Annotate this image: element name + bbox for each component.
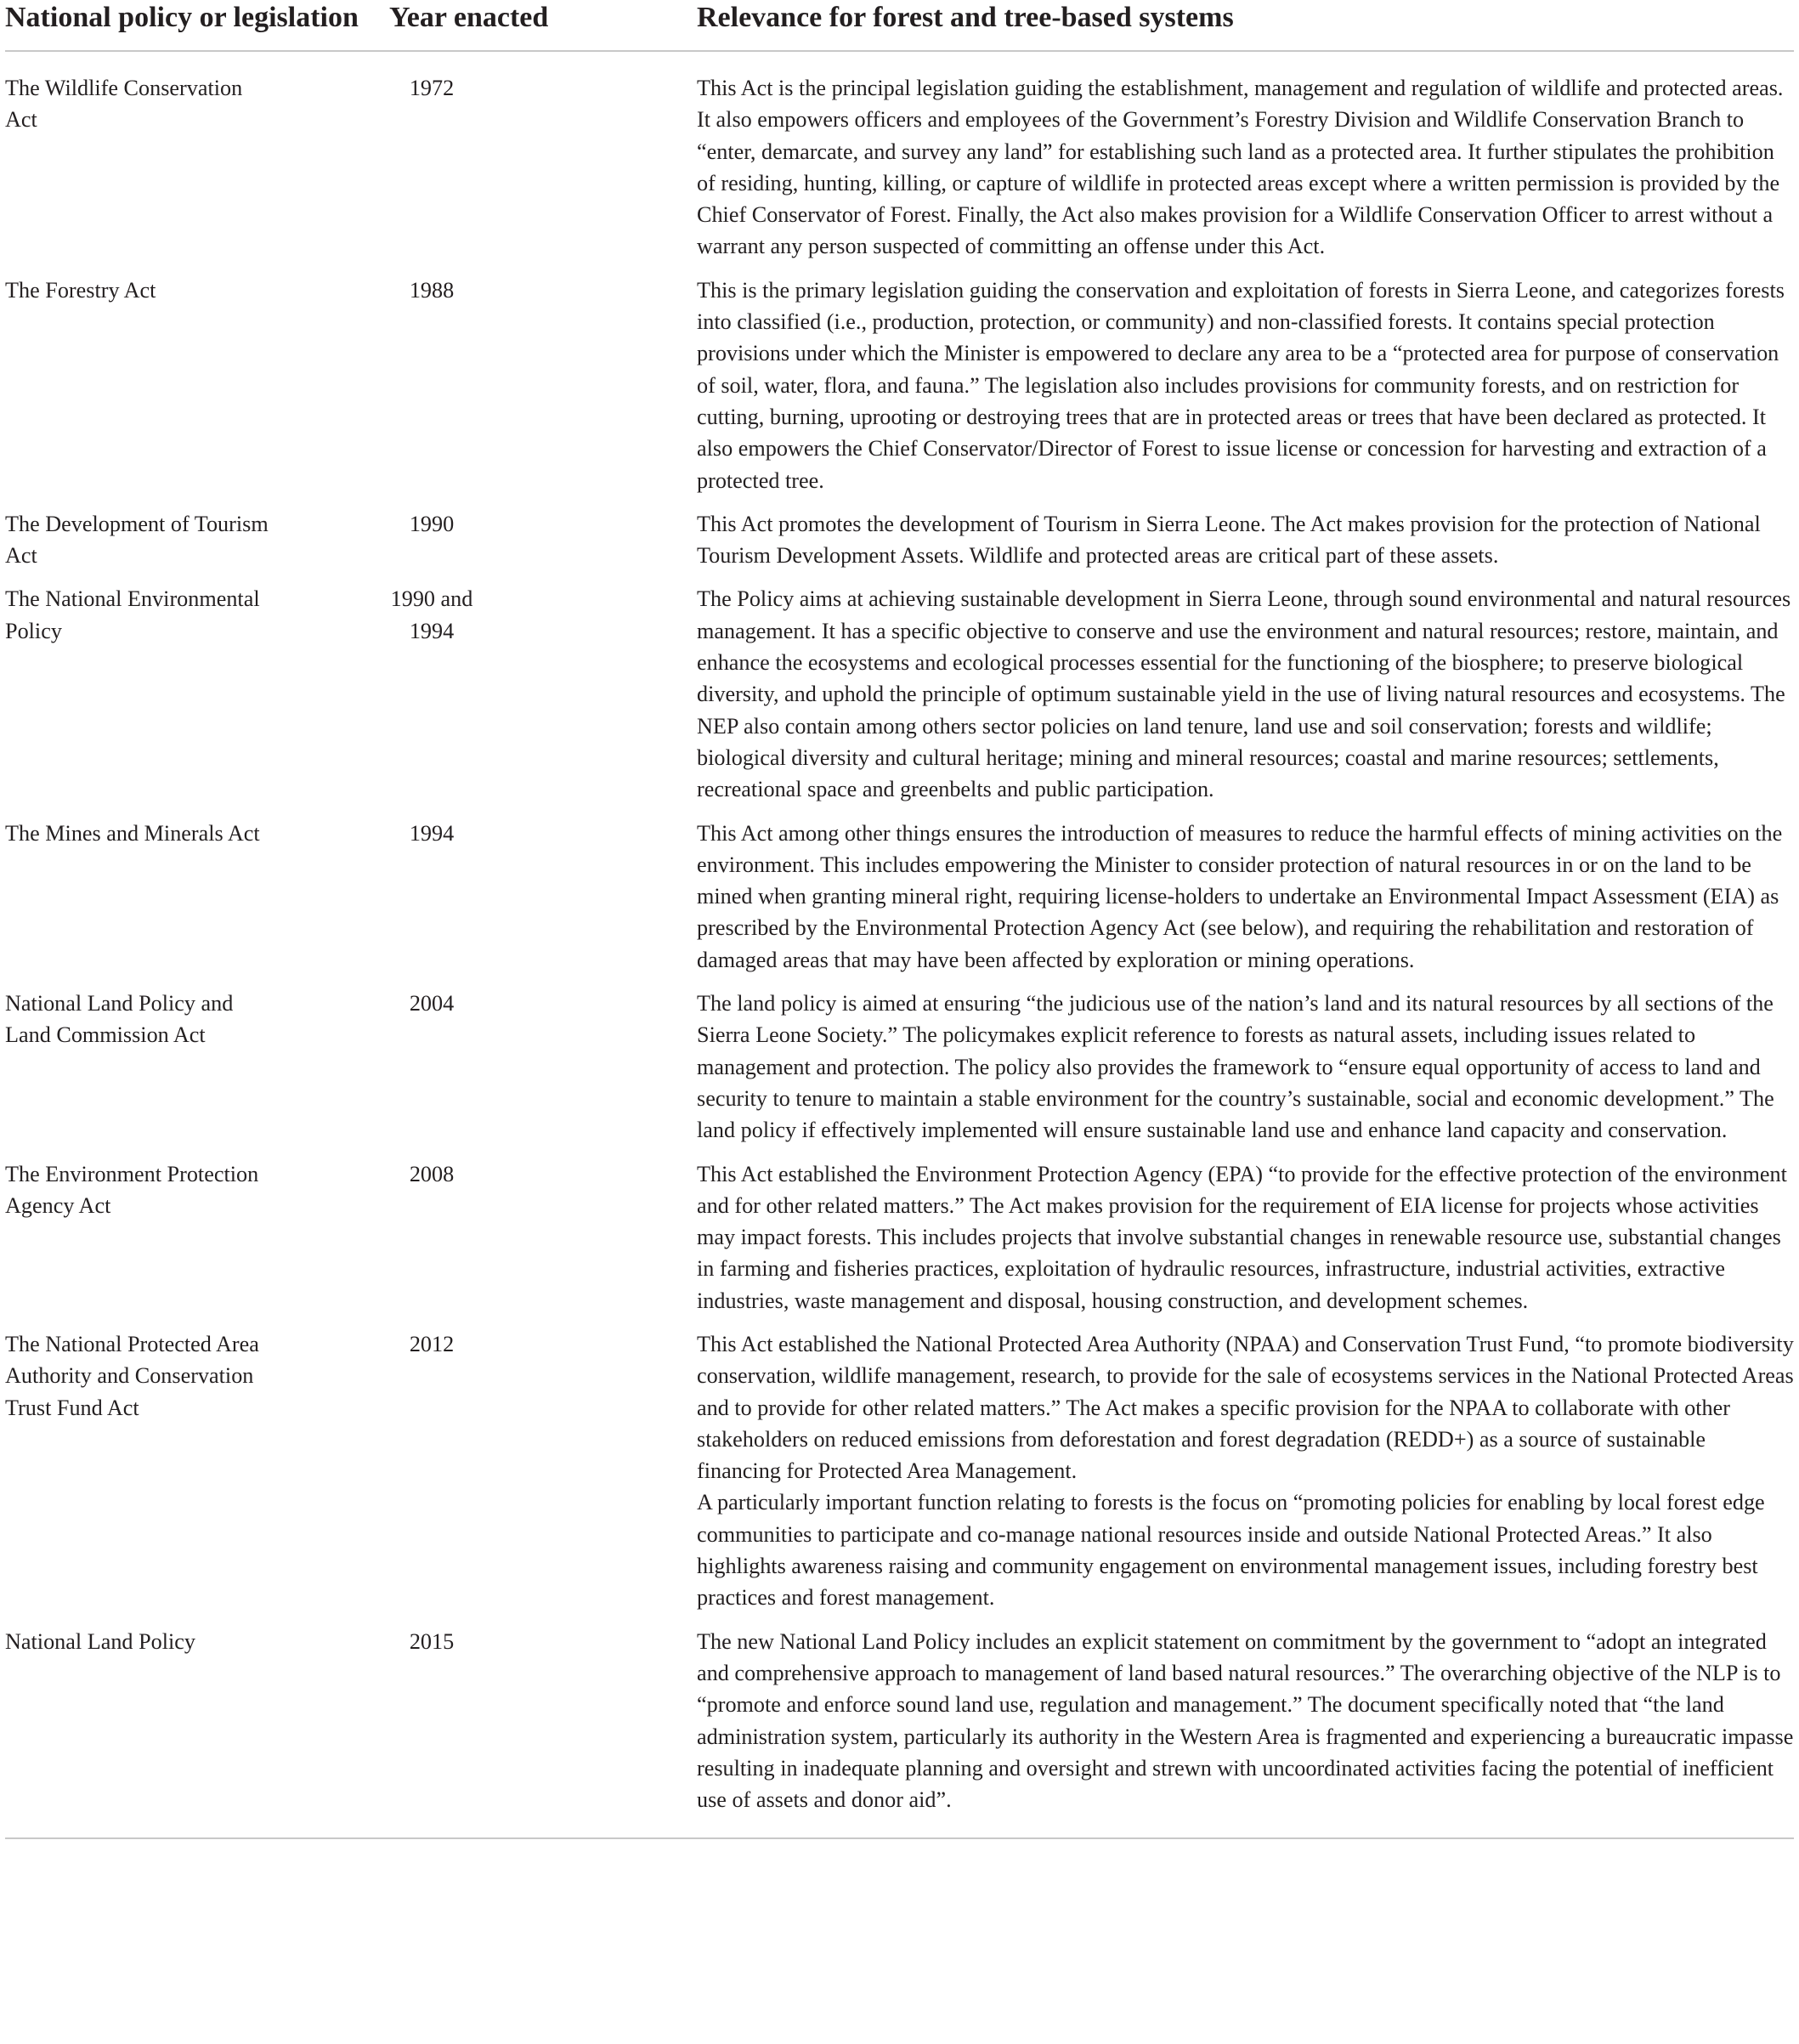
table-body: [5, 51, 1794, 1838]
year-enacted: 1972: [409, 76, 455, 100]
year-enacted: 1990: [409, 511, 455, 536]
table-row: [5, 1158, 1794, 1328]
year-enacted: 1994: [409, 820, 455, 846]
relevance-text: [697, 1158, 1794, 1328]
table-row: [5, 508, 1794, 584]
table-row: [5, 988, 1794, 1158]
policy-name: National Land Policy and Land Commission Act: [5, 991, 234, 1048]
table-row: [5, 1626, 1794, 1839]
relevance-paragraph: This Act established the Environment Protection Agency (EPA) “to provide for the effective protection of the environment and for other related matters.” The Act makes provision for the requirement of EIA license for projects whose activities may impact forests. This includes projects that involve substantial changes in renewable resource use, substantial changes in farming and fisheries practices, exploitation of hydraulic resources, infrastructure, industrial activities, extractive industries, waste management and disposal, housing construction, and development schemes.: [697, 1161, 1787, 1313]
table-header: [5, 0, 1794, 51]
relevance-text: [697, 51, 1794, 275]
table-row: [5, 1328, 1794, 1626]
relevance-text: [697, 1328, 1794, 1626]
relevance-paragraph: The land policy is aimed at ensuring “the judicious use of the nation’s land and its natural resources by all sections of the Sierra Leone Society.” The policymakes explicit reference to forests as natural assets, including issues related to management and protection. The policy also provides the framework to “ensure equal opportunity of access to land and security to tenure to maintain a stable environment for the country’s sustainable, social and economic development.” The land policy if effectively implemented will ensure sustainable land use and enhance land capacity and conservation.: [697, 991, 1774, 1143]
table-row: [5, 275, 1794, 508]
policy-name: The Development of Tourism Act: [5, 511, 269, 569]
relevance-text: [697, 988, 1794, 1158]
policy-name: The Environment Protection Agency Act: [5, 1161, 259, 1218]
relevance-text: [697, 275, 1794, 508]
year-enacted: 2008: [409, 1161, 455, 1186]
year-enacted: 1988: [409, 277, 455, 303]
header-relevance: Relevance for forest and tree-based systems: [697, 0, 1794, 51]
table-row: [5, 818, 1794, 988]
relevance-paragraph: This is the primary legislation guiding the conservation and exploitation of forests in Sierra Leone, and categorizes forests into classified (i.e., production, protection, or community) and non-classified forests. It contains special protection provisions under which the Minister is empowered to declare any area to be a “protected area for purpose of conservation of soil, water, flora, and fauna.” The legislation also includes provisions for community forests, and on restriction for cutting, burning, uprooting or destroying trees that are in protected areas or trees that have been declared as protected. It also empowers the Chief Conservator/Director of Forest to issue license or concession for harvesting and extraction of a protected tree.: [697, 277, 1785, 493]
header-year: Year enacted: [389, 0, 697, 51]
relevance-paragraph: This Act among other things ensures the introduction of measures to reduce the harmful effects of mining activities on the environment. This includes empowering the Minister to consider protection of natural resources in or on the land to be mined when granting mineral right, requiring license-holders to undertake an Environmental Impact Assessment (EIA) as prescribed by the Environmental Protection Agency Act (see below), and requiring the rehabilitation and restoration of damaged areas that may have been affected by exploration or mining operations.: [697, 820, 1783, 972]
year-enacted: 2012: [409, 1331, 455, 1356]
relevance-paragraph: The new National Land Policy includes an explicit statement on commitment by the government to “adopt an integrated and comprehensive approach to management of land based natural resources.” The overarching objective of the NLP is to “promote and enforce sound land use, regulation and management.” The document specifically noted that “the land administration system, particularly its authority in the Western Area is fragmented and experiencing a bureaucratic impasse resulting in inadequate planning and oversight and strewn with uncoordinated activities facing the potential of inefficient use of assets and donor aid”.: [697, 1628, 1794, 1813]
relevance-paragraph: A particularly important function relating to forests is the focus on “promoting policies for enabling by local forest edge communities to participate and co-manage national resources inside and outside National Protected Areas.” It also highlights awareness raising and community engagement on environmental management issues, including forestry best practices and forest management.: [697, 1490, 1765, 1611]
header-policy: National policy or legislation: [5, 0, 389, 51]
year-enacted: 2004: [409, 991, 455, 1016]
year-enacted: 2015: [389, 1626, 697, 1839]
relevance-text: [697, 508, 1794, 584]
policy-name: National Land Policy: [5, 1626, 389, 1839]
relevance-text: [697, 1626, 1794, 1839]
policy-table: [5, 0, 1794, 1839]
policy-name: The Mines and Minerals Act: [5, 820, 260, 846]
policy-name: The National Environmental Policy: [5, 586, 260, 643]
relevance-paragraph: The Policy aims at achieving sustainable development in Sierra Leone, through sound environmental and natural resources management. It has a specific objective to conserve and use the environment and natural resources; restore, maintain, and enhance the ecosystems and ecological processes essential for the functioning of the biosphere; to preserve biological diversity, and uphold the principle of optimum sustainable yield in the use of living natural resources and ecosystems. The NEP also contain among others sector policies on land tenure, land use and soil conservation; forests and wildlife; biological diversity and cultural heritage; mining and mineral resources; coastal and marine resources; settlements, recreational space and greenbelts and public participation.: [697, 586, 1791, 802]
relevance-paragraph: This Act promotes the development of Tourism in Sierra Leone. The Act makes provision for the protection of National Tourism Development Assets. Wildlife and protected areas are critical part of these assets.: [697, 511, 1761, 569]
policy-name: The Wildlife Conservation Act: [5, 76, 243, 133]
policy-table-container: [5, 0, 1794, 1839]
policy-name: The National Protected Area Authority and Conservation Trust Fund Act: [5, 1331, 259, 1420]
relevance-paragraph: This Act is the principal legislation guiding the establishment, management and regulation of wildlife and protected areas. It also empowers officers and employees of the Government’s Forestry Division and Wildlife Conservation Branch to “enter, demarcate, and survey any land” for establishing such land as a protected area. It further stipulates the prohibition of residing, hunting, killing, or capture of wildlife in protected areas except where a written permission is provided by the Chief Conservator of Forest. Finally, the Act also makes provision for a Wildlife Conservation Officer to arrest without a warrant any person suspected of committing an offense under this Act.: [697, 76, 1784, 259]
table-row: [5, 51, 1794, 275]
table-row: [5, 583, 1794, 817]
year-enacted: 1990 and 1994: [390, 586, 473, 643]
policy-name: The Forestry Act: [5, 277, 156, 303]
relevance-text: [697, 583, 1794, 817]
header-row: [5, 0, 1794, 51]
relevance-paragraph: This Act established the National Protected Area Authority (NPAA) and Conservation Trust Fund, “to promote biodiversity conservation, wildlife management, research, to provide for the sale of ecosystems services in the National Protected Areas and to provide for other related matters.” The Act makes a specific provision for the NPAA to collaborate with other stakeholders on reduced emissions from deforestation and forest degradation (REDD+) as a source of sustainable financing for Protected Area Management.: [697, 1331, 1794, 1484]
relevance-text: [697, 818, 1794, 988]
